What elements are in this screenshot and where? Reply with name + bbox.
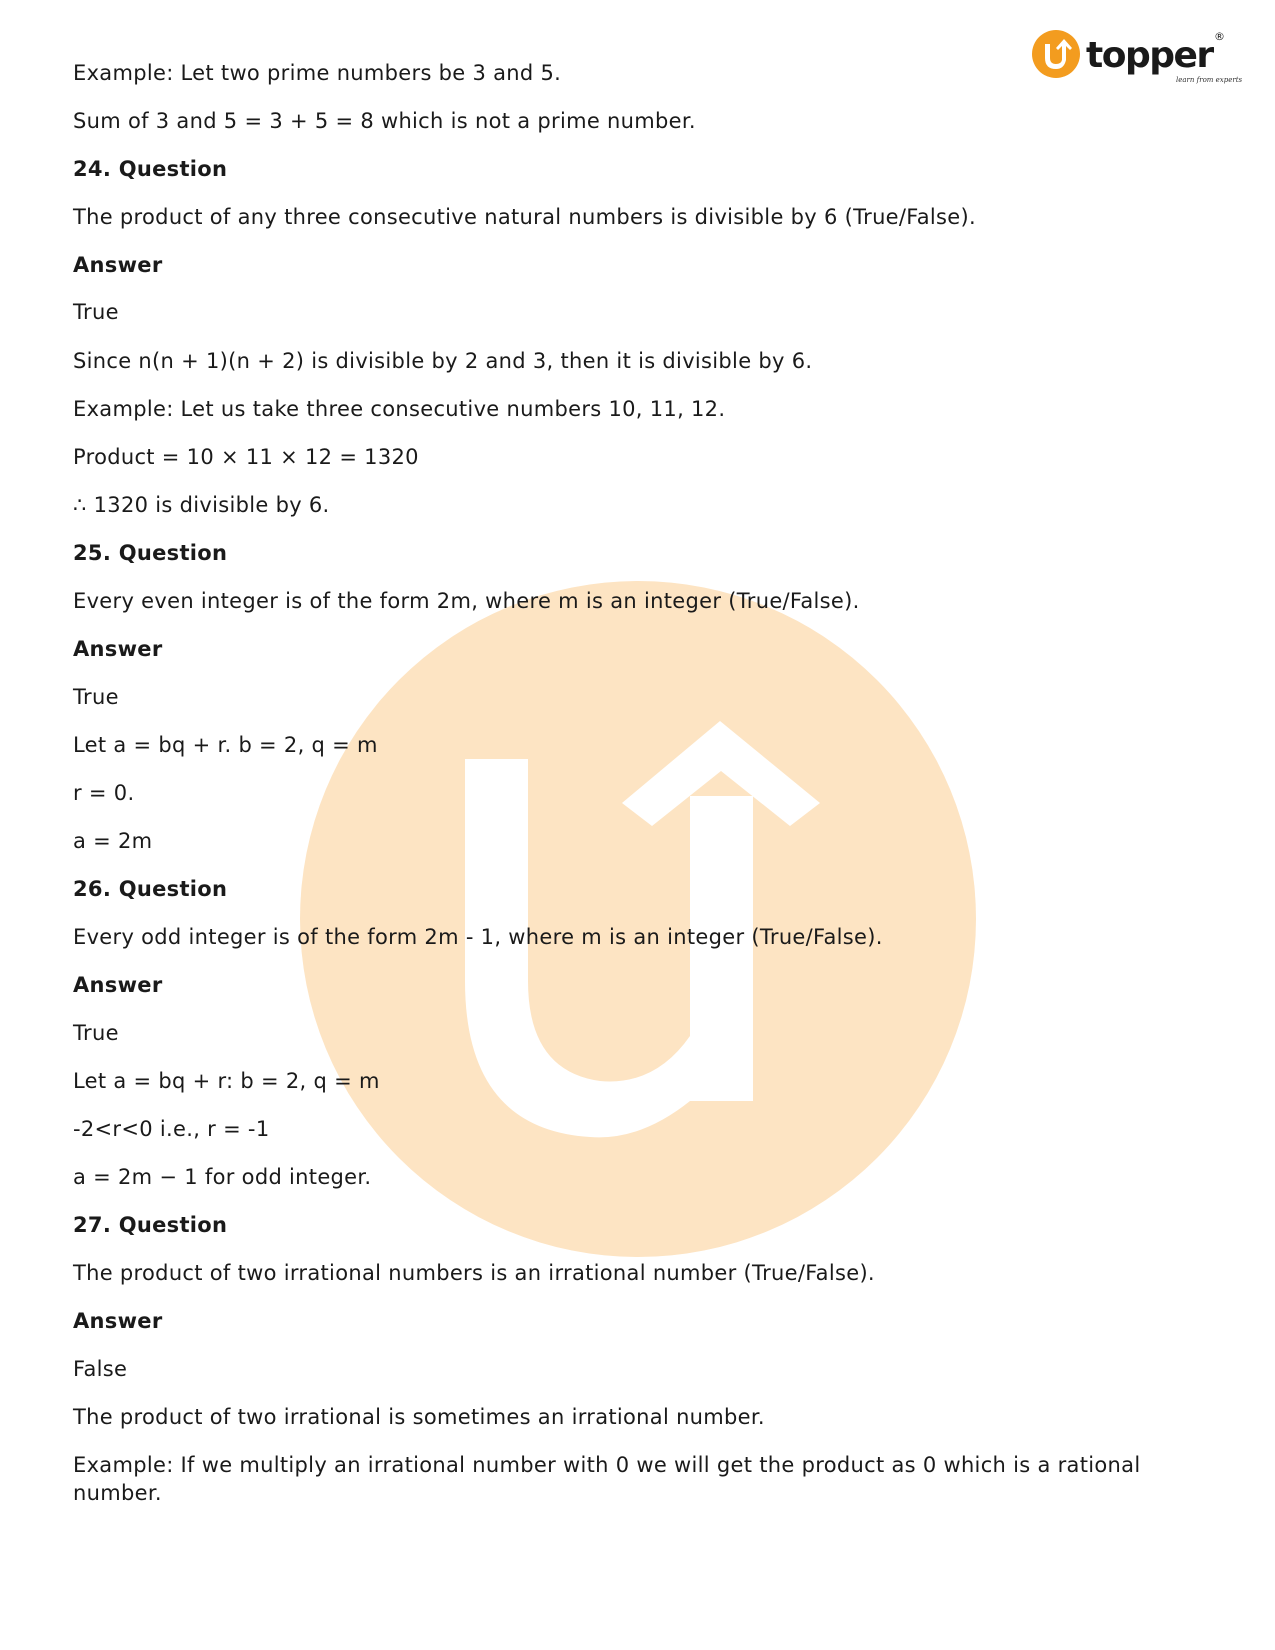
text-line: Example: Let us take three consecutive numbers 10, 11, 12. [73,397,726,421]
logo-registered-mark: ® [1214,30,1225,43]
watermark-logo [300,581,976,1257]
text-line: -2<r<0 i.e., r = -1 [73,1117,270,1141]
text-line: Product = 10 × 11 × 12 = 1320 [73,445,419,469]
topper-logo [1030,26,1243,88]
question-text: The product of any three consecutive natural numbers is divisible by 6 (True/False). [73,205,976,229]
text-line: r = 0. [73,781,135,805]
text-line: a = 2m [73,829,153,853]
question-heading: 25. Question [73,541,228,565]
text-line: Let a = bq + r: b = 2, q = m [73,1069,380,1093]
question-heading: 26. Question [73,877,228,901]
text-line: Since n(n + 1)(n + 2) is divisible by 2 and 3, then it is divisible by 6. [73,349,813,373]
answer-heading: Answer [73,1309,163,1333]
logo-brand-text: topper [1086,35,1213,76]
text-line: Example: If we multiply an irrational number with 0 we will get the product as 0 which is a rational number. [73,1453,1141,1505]
text-line: Sum of 3 and 5 = 3 + 5 = 8 which is not a prime number. [73,109,696,133]
text-line: The product of two irrational is sometimes an irrational number. [73,1405,765,1429]
question-heading: 27. Question [73,1213,228,1237]
answer-value: True [73,685,119,709]
question-text: Every even integer is of the form 2m, where m is an integer (True/False). [73,589,860,613]
logo-tagline-text: learn from experts [1176,76,1243,84]
watermark-circle [300,581,976,1257]
text-line: Example: Let two prime numbers be 3 and 5. [73,61,562,85]
question-text: The product of two irrational numbers is an irrational number (True/False). [73,1261,875,1285]
answer-value: True [73,300,119,324]
question-heading: 24. Question [73,157,228,181]
answer-value: True [73,1021,119,1045]
answer-heading: Answer [73,637,163,661]
answer-heading: Answer [73,973,163,997]
text-line: Let a = bq + r. b = 2, q = m [73,733,378,757]
text-line: ∴ 1320 is divisible by 6. [73,493,330,517]
logo-badge-icon [1032,30,1080,78]
text-line: a = 2m − 1 for odd integer. [73,1165,372,1189]
answer-value: False [73,1357,128,1381]
answer-heading: Answer [73,253,163,277]
question-text: Every odd integer is of the form 2m - 1, where m is an integer (True/False). [73,925,883,949]
